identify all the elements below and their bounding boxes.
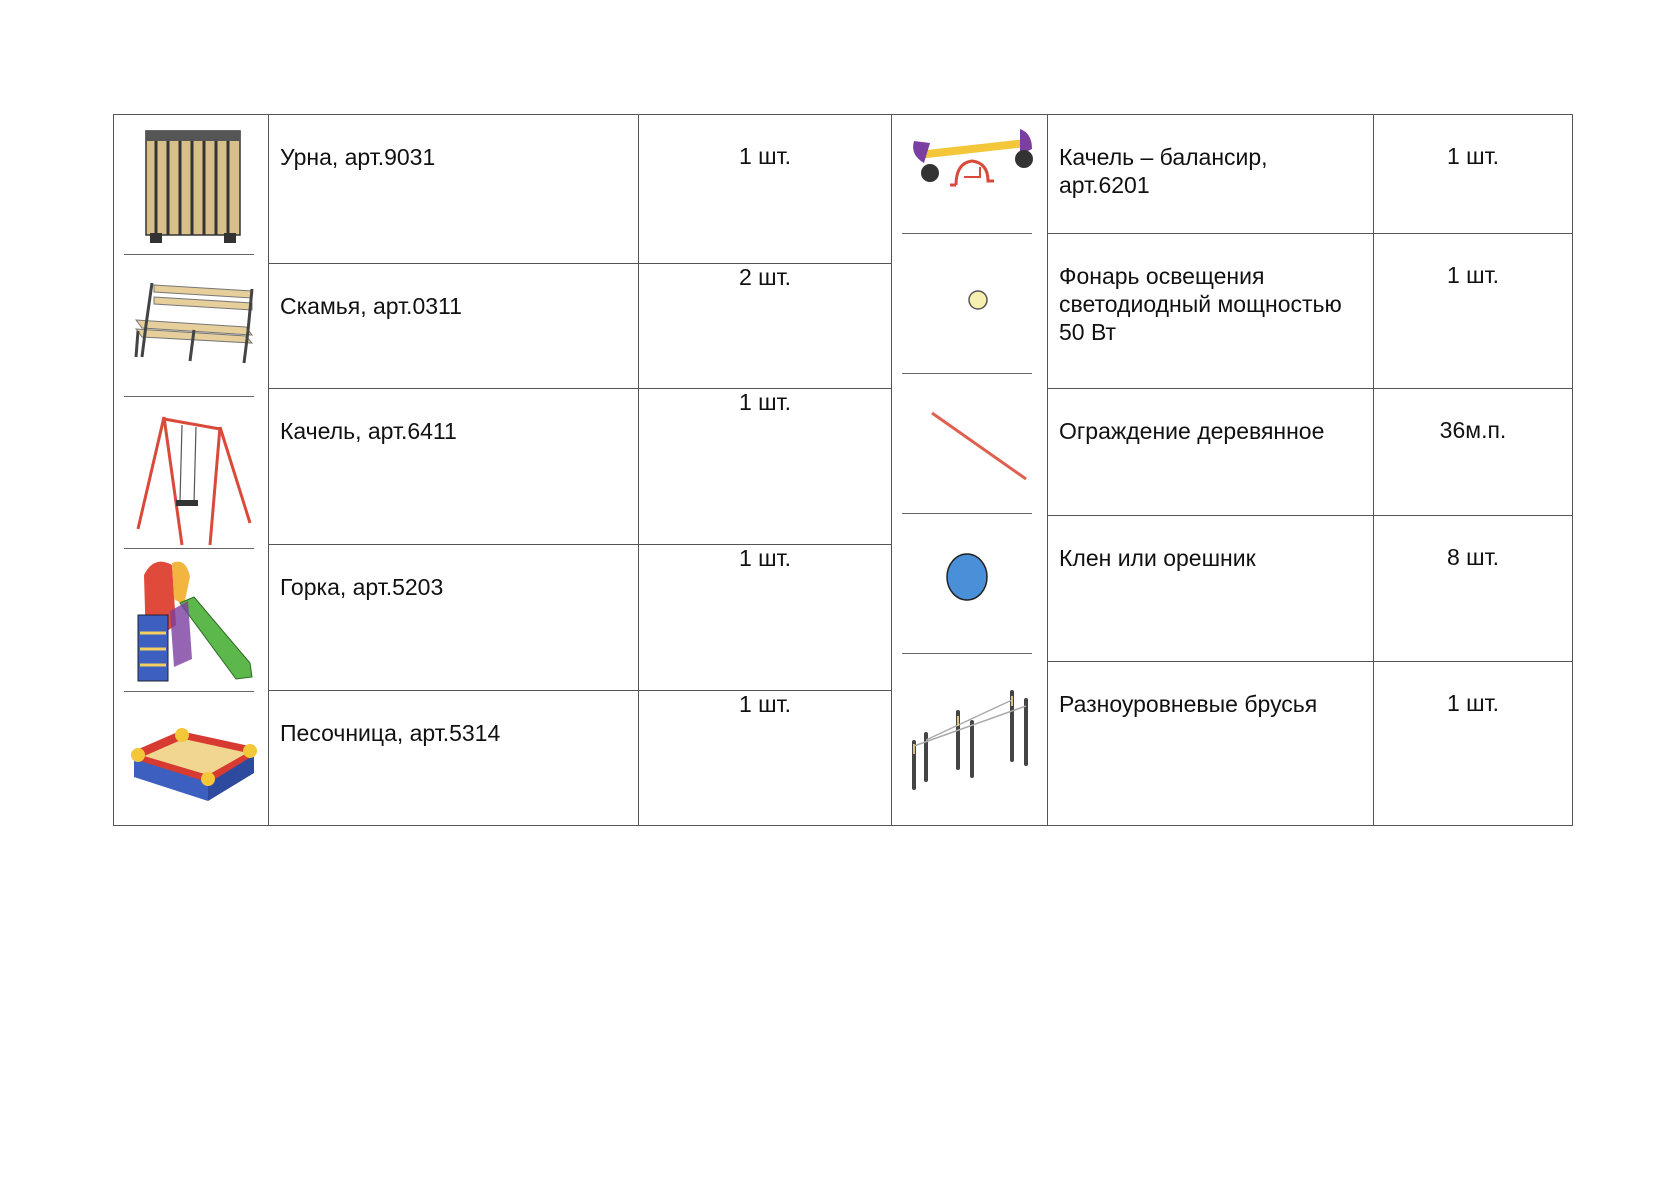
quantity-value: 8 шт. [1446, 544, 1499, 570]
image-divider [902, 513, 1032, 514]
quantity-value: 1 шт. [738, 691, 791, 717]
item-quantity [1374, 516, 1572, 661]
item-quantity [639, 115, 891, 263]
parallel-bars-icon [902, 660, 1040, 800]
table-row [1047, 234, 1572, 389]
item-name: Клен или орешник [1047, 516, 1374, 661]
image-divider [124, 254, 254, 255]
quantity-value: 1 шт. [738, 143, 791, 169]
image-divider [124, 691, 254, 692]
image-divider [902, 233, 1032, 234]
quantity-value: 1 шт. [738, 545, 791, 571]
slide-icon [124, 555, 262, 695]
seesaw-icon [902, 121, 1040, 221]
table-row [268, 389, 891, 545]
image-divider [902, 653, 1032, 654]
right-image-column [892, 115, 1048, 825]
item-quantity [639, 264, 891, 388]
sandbox-icon [124, 705, 262, 813]
table-row [1047, 662, 1572, 825]
item-quantity [639, 545, 891, 690]
image-divider [124, 548, 254, 549]
item-quantity [639, 691, 891, 825]
item-quantity [1374, 234, 1572, 388]
swing-icon [124, 405, 262, 547]
quantity-value: 1 шт. [738, 389, 791, 415]
table-row [1047, 389, 1572, 516]
table-row [1047, 115, 1572, 234]
image-divider [902, 373, 1032, 374]
left-image-column [114, 115, 269, 825]
item-quantity [1374, 115, 1572, 233]
fence-line-icon [902, 377, 1040, 511]
item-quantity [639, 389, 891, 544]
item-quantity [1374, 662, 1572, 825]
item-name: Урна, арт.9031 [268, 115, 639, 263]
item-name: Качель, арт.6411 [268, 389, 639, 544]
table-row [1047, 516, 1572, 662]
left-equipment-table [113, 114, 892, 826]
trash-bin-icon [124, 121, 262, 249]
item-name: Скамья, арт.0311 [268, 264, 639, 388]
item-name: Фонарь освещения светодиодный мощностью 50 Вт [1047, 234, 1374, 388]
table-row [268, 545, 891, 691]
table-row [268, 264, 891, 389]
quantity-value: 1 шт. [1446, 143, 1499, 169]
item-name: Разноуровневые брусья [1047, 662, 1374, 825]
quantity-value: 1 шт. [1446, 690, 1499, 716]
item-name: Качель – балансир, арт.6201 [1047, 115, 1374, 233]
quantity-value: 2 шт. [738, 264, 791, 290]
bench-icon [124, 265, 262, 375]
quantity-value: 36м.п. [1439, 417, 1507, 443]
table-row [268, 115, 891, 264]
image-divider [124, 396, 254, 397]
table-row [268, 691, 891, 825]
item-name: Ограждение деревянное [1047, 389, 1374, 515]
right-equipment-table [892, 114, 1573, 826]
item-quantity [1374, 389, 1572, 515]
lamp-symbol-icon [902, 240, 1040, 370]
item-name: Горка, арт.5203 [268, 545, 639, 690]
tree-symbol-icon [902, 520, 1040, 650]
quantity-value: 1 шт. [1446, 262, 1499, 288]
item-name: Песочница, арт.5314 [268, 691, 639, 825]
